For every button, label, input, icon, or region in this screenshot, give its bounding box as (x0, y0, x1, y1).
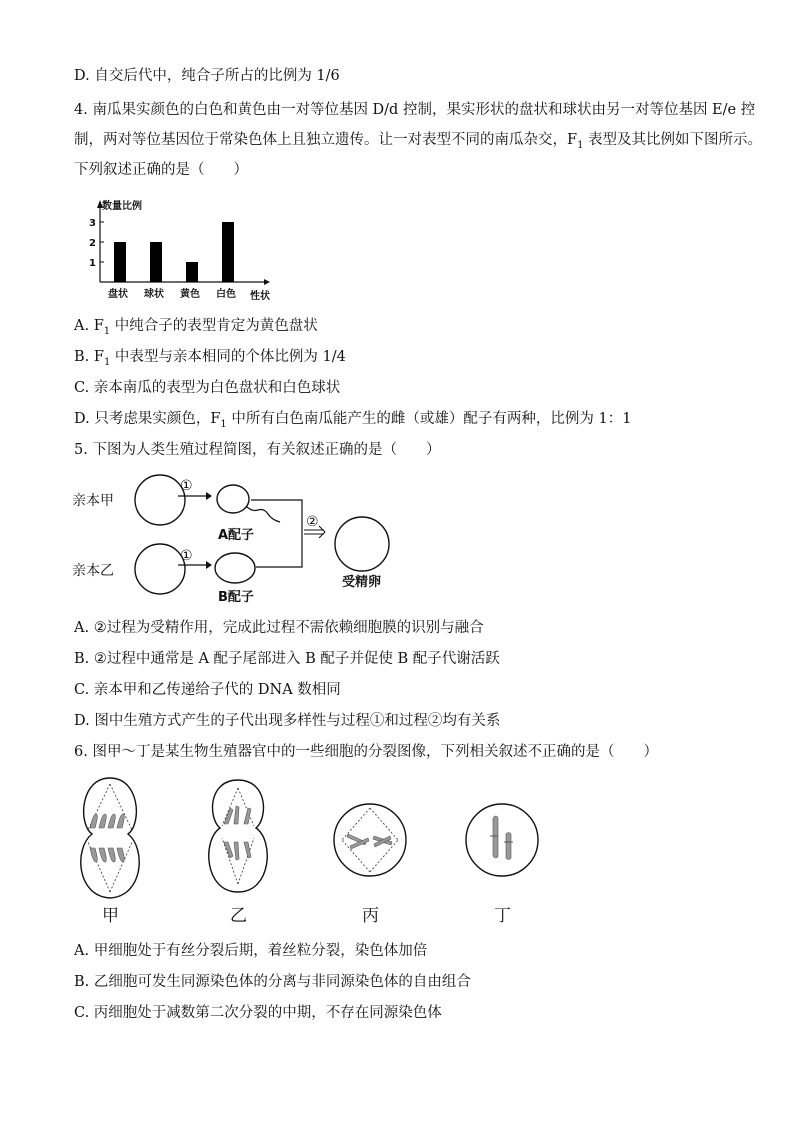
label-ding: 丁 (494, 906, 511, 926)
parent-b-cell (135, 544, 185, 594)
x-tick-label: 白色 (216, 289, 236, 300)
gamete-a-label: A配子 (218, 528, 255, 543)
q4-option-b: B. $F_1$ 中表型与亲本相同的个体比例为 1/4 (74, 349, 346, 368)
q6-stem: 6. 图甲～丁是某生物生殖器官中的一些细胞的分裂图像，下列相关叙述不正确的是（ ） (74, 744, 658, 760)
parent-b-label: 亲本乙 (72, 563, 114, 579)
x-tick-label: 球状 (144, 289, 164, 300)
gamete-a-cell (217, 485, 249, 513)
q5-option-c: C. 亲本甲和乙传递给子代的 DNA 数相同 (74, 682, 341, 698)
y-tick-label: 3 (89, 218, 96, 229)
gamete-b-cell (215, 553, 255, 583)
parent-a-label: 亲本甲 (72, 493, 114, 509)
label-bing: 丙 (362, 906, 379, 926)
cell-yi (209, 780, 267, 926)
y-tick-label: 2 (89, 238, 96, 249)
q6-option-c: C. 丙细胞处于减数第二次分裂的中期，不存在同源染色体 (74, 1005, 442, 1021)
y-tick-label: 1 (89, 258, 96, 269)
cell-ding (466, 804, 538, 926)
cell-jia (81, 778, 139, 926)
cell-bing (334, 804, 406, 926)
gamete-a-tail (246, 506, 280, 522)
q4-option-c: C. 亲本南瓜的表型为白色盘状和白色球状 (74, 380, 341, 396)
q4-bar-chart (80, 196, 280, 304)
q6-option-b: B. 乙细胞可发生同源染色体的分离与非同源染色体的自由组合 (74, 974, 471, 990)
q4-stem-line3: 下列叙述正确的是（ ） (74, 162, 248, 178)
q4-stem-line1: 4. 南瓜果实颜色的白色和黄色由一对等位基因 D/d 控制，果实形状的盘状和球状由另一对等位基因 E/e 控 (74, 102, 756, 118)
q6-cell-division-figure (70, 776, 550, 926)
q5-option-a: A. ②过程为受精作用，完成此过程不需依赖细胞膜的识别与融合 (74, 620, 484, 636)
bar (222, 222, 234, 282)
q5-option-b: B. ②过程中通常是 A 配子尾部进入 B 配子并促使 B 配子代谢活跃 (74, 651, 500, 667)
q6-option-a: A. 甲细胞处于有丝分裂后期，着丝粒分裂，染色体加倍 (74, 943, 428, 959)
zygote-cell (335, 517, 389, 571)
step2-label: ② (306, 514, 319, 530)
step1-label-bottom: ① (180, 548, 193, 564)
x-tick-label: 黄色 (180, 289, 200, 300)
q5-reproduction-diagram (70, 468, 410, 610)
label-yi: 乙 (230, 906, 247, 926)
q4-option-d: D. 只考虑果实颜色，$F_1$ 中所有白色南瓜能产生的雌（或雄）配子有两种，比例为 1：1 (74, 411, 632, 430)
parent-a-cell (135, 475, 185, 525)
gamete-b-label: B配子 (218, 590, 254, 605)
bar (150, 242, 162, 282)
q4-stem-line2: 制，两对等位基因位于常染色体上且独立遗传。让一对表型不同的南瓜杂交，$F_1$ 表型及其比例如下图所示。 (74, 132, 763, 151)
q3-option-d: D. 自交后代中，纯合子所占的比例为 1/6 (74, 68, 340, 84)
q4-option-a: A. $F_1$ 中纯合子的表型肯定为黄色盘状 (74, 318, 318, 337)
x-tick-label: 盘状 (108, 289, 128, 300)
q5-option-d: D. 图中生殖方式产生的子代出现多样性与过程①和过程②均有关系 (74, 713, 501, 729)
x-axis-title: 性状 (250, 291, 270, 302)
step1-label-top: ① (180, 478, 193, 494)
bar (186, 262, 198, 282)
q5-stem: 5. 下图为人类生殖过程简图，有关叙述正确的是（ ） (74, 442, 441, 458)
bar (114, 242, 126, 282)
zygote-label: 受精卵 (342, 575, 382, 590)
label-jia: 甲 (102, 906, 119, 926)
x-axis-arrow (264, 279, 270, 285)
y-axis-title: 数量比例 (102, 201, 142, 212)
